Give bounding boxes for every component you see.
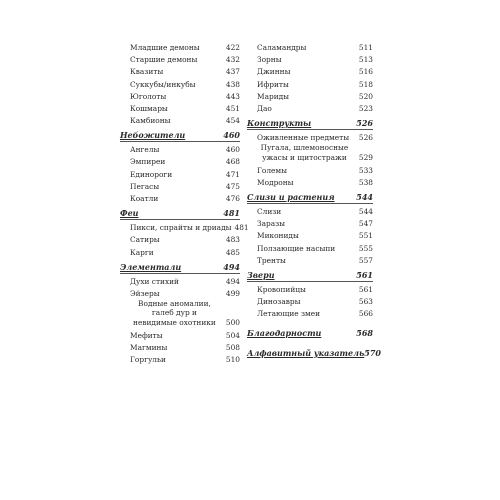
entry-title: Пугала, шлемоносные ужасы и щитостражи xyxy=(260,143,349,162)
toc-entry xyxy=(120,77,240,89)
page-number: 526 xyxy=(358,133,373,143)
toc-entry xyxy=(120,101,240,113)
entry-title: Големы xyxy=(257,165,288,175)
entry-title: Коатли xyxy=(130,194,159,204)
toc-entry xyxy=(247,253,373,265)
page-number: 500 xyxy=(225,317,240,327)
toc-section-heading xyxy=(247,115,373,130)
page-number: 561 xyxy=(356,270,373,281)
toc-entry xyxy=(247,216,373,228)
page-number: 476 xyxy=(225,194,240,204)
toc-entry xyxy=(247,204,373,216)
entry-title: Дао xyxy=(257,103,272,113)
entry-title: Саламандры xyxy=(257,42,307,52)
toc-section-heading xyxy=(247,325,373,339)
toc-entry xyxy=(120,64,240,76)
entry-title: Динозавры xyxy=(257,297,301,307)
entry-title: Эмпиреи xyxy=(130,157,166,167)
entry-title: Ползающие насыпи xyxy=(257,243,336,253)
page-number: 516 xyxy=(358,67,373,77)
toc-entry xyxy=(120,352,240,364)
toc-entry xyxy=(247,294,373,306)
page-number: 437 xyxy=(225,67,240,77)
entry-title: Младшие демоны xyxy=(130,42,200,52)
page-number: 561 xyxy=(358,285,373,295)
entry-title: Карги xyxy=(130,247,154,257)
entry-title: Модроны xyxy=(257,177,294,187)
toc-entry xyxy=(120,245,240,257)
section-title: Небожители xyxy=(120,130,186,141)
section-title: Алфавитный указатель xyxy=(247,347,365,358)
entry-title: Мефиты xyxy=(130,330,163,340)
toc-entry xyxy=(247,52,373,64)
page-number: 471 xyxy=(225,169,240,179)
entry-title: Эйзеры xyxy=(130,288,160,298)
page-number: 443 xyxy=(225,91,240,101)
entry-title: Оживленные предметы xyxy=(257,133,350,143)
section-title: Слизи и растения xyxy=(247,192,335,203)
page-number: 547 xyxy=(358,219,373,229)
toc-section-heading xyxy=(120,127,240,142)
page-number: 460 xyxy=(223,130,240,141)
toc-entry xyxy=(120,167,240,179)
entry-title: Кошмары xyxy=(130,103,168,113)
entry-title: Водные аномалии, галеб дур и невидимые охотники xyxy=(133,299,216,327)
toc-entry xyxy=(120,142,240,154)
entry-title: Духи стихий xyxy=(130,276,179,286)
page-number: 510 xyxy=(225,355,240,365)
page-number: 544 xyxy=(356,192,373,203)
page-number: 494 xyxy=(225,276,240,286)
page-number: 451 xyxy=(225,103,240,113)
entry-title: Горгульи xyxy=(130,355,166,365)
page-number: 511 xyxy=(358,42,373,52)
page-number: 533 xyxy=(358,165,373,175)
page-number: 544 xyxy=(358,207,373,217)
toc-entry xyxy=(247,228,373,240)
page-number: 529 xyxy=(358,152,373,162)
page-number: 520 xyxy=(358,91,373,101)
entry-title: Суккубы/инкубы xyxy=(130,79,196,89)
entry-title: Летающие змеи xyxy=(257,309,321,319)
page-number: 566 xyxy=(358,309,373,319)
toc-entry xyxy=(247,306,373,318)
page-number: 481 xyxy=(223,208,240,219)
entry-title: Слизи xyxy=(257,207,282,217)
page-number: 485 xyxy=(225,247,240,257)
toc-right-column xyxy=(247,40,381,359)
section-title: Элементали xyxy=(120,261,182,272)
section-title: Феи xyxy=(120,208,139,219)
page-number: 432 xyxy=(225,55,240,65)
entry-title: Ифриты xyxy=(257,79,289,89)
page-number: 568 xyxy=(356,327,373,338)
page-number: 422 xyxy=(225,42,240,52)
page-number: 504 xyxy=(225,330,240,340)
section-title: Звери xyxy=(247,270,275,281)
toc-section-heading xyxy=(120,259,240,274)
toc-entry xyxy=(120,191,240,203)
page-number: 513 xyxy=(358,55,373,65)
page-number: 499 xyxy=(225,288,240,298)
page-number: 438 xyxy=(225,79,240,89)
toc-entry xyxy=(120,286,240,298)
entry-title: Пегасы xyxy=(130,181,160,191)
toc-entry xyxy=(120,328,240,340)
entry-title: Юголоты xyxy=(130,91,167,101)
toc-entry xyxy=(247,40,373,52)
page-number: 518 xyxy=(358,79,373,89)
toc-entry xyxy=(120,340,240,352)
page-number: 563 xyxy=(358,297,373,307)
page-number: 555 xyxy=(358,243,373,253)
toc-section-heading xyxy=(247,189,373,204)
page-number: 557 xyxy=(358,255,373,265)
entry-title: Мариды xyxy=(257,91,290,101)
toc-entry xyxy=(120,89,240,101)
entry-title: Магмины xyxy=(130,342,168,352)
entry-title: Пикси, спрайты и дриады xyxy=(130,223,232,233)
page-number: 494 xyxy=(223,261,240,272)
page-number: 551 xyxy=(358,231,373,241)
page-number: 483 xyxy=(225,235,240,245)
entry-title: Старшие демоны xyxy=(130,55,198,65)
toc-entry xyxy=(247,130,373,142)
toc-entry xyxy=(247,64,373,76)
toc-entry xyxy=(247,89,373,101)
toc-section-heading xyxy=(247,267,373,282)
toc-entry xyxy=(247,241,373,253)
entry-title: Микониды xyxy=(257,231,299,241)
toc-entry xyxy=(247,142,373,162)
toc-entry xyxy=(247,101,373,113)
toc-entry xyxy=(120,155,240,167)
toc-entry xyxy=(120,274,240,286)
entry-title: Кровопийцы xyxy=(257,285,306,295)
page-number: 460 xyxy=(225,145,240,155)
page-number: 481 xyxy=(234,223,249,233)
entry-title: Камбионы xyxy=(130,116,171,126)
page-number: 508 xyxy=(225,342,240,352)
page-number: 526 xyxy=(356,118,373,129)
entry-title: Тренты xyxy=(257,255,286,265)
toc-entry xyxy=(120,52,240,64)
entry-title: Квазиты xyxy=(130,67,164,77)
toc-section-heading xyxy=(120,205,240,220)
entry-title: Джинны xyxy=(257,67,291,77)
entry-title: Единороги xyxy=(130,169,173,179)
page-number: 475 xyxy=(225,181,240,191)
entry-title: Заразы xyxy=(257,219,286,229)
toc-entry xyxy=(247,175,373,187)
toc-entry xyxy=(120,232,240,244)
toc-entry xyxy=(120,113,240,125)
toc-section-heading xyxy=(247,345,381,359)
toc-entry xyxy=(120,179,240,191)
page-number: 570 xyxy=(364,347,381,358)
toc-left-column xyxy=(120,40,249,365)
section-title: Благодарности xyxy=(247,327,322,338)
toc-entry xyxy=(247,282,373,294)
toc-entry xyxy=(120,220,249,233)
toc-entry xyxy=(247,77,373,89)
toc-entry xyxy=(247,163,373,175)
page-number: 454 xyxy=(225,116,240,126)
entry-title: Ангелы xyxy=(130,145,160,155)
page-number: 523 xyxy=(358,103,373,113)
section-title: Конструкты xyxy=(247,118,312,129)
entry-title: Зорны xyxy=(257,55,282,65)
entry-title: Сатиры xyxy=(130,235,160,245)
page-number: 538 xyxy=(358,177,373,187)
toc-entry xyxy=(120,40,240,52)
page-number: 468 xyxy=(225,157,240,167)
toc-entry xyxy=(120,298,240,328)
